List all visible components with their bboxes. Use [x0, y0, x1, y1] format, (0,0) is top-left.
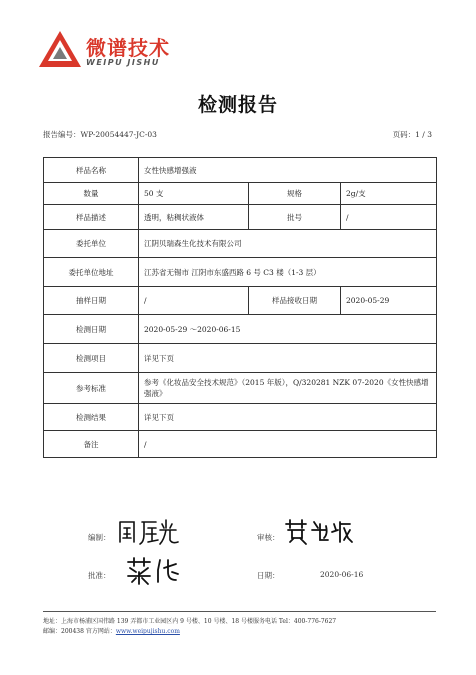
- table-row: [44, 258, 437, 287]
- remarks-value: /: [139, 431, 437, 458]
- table-row: [44, 287, 437, 315]
- table-row: [44, 404, 437, 431]
- table-row: [44, 344, 437, 373]
- description-value: 透明，粘稠状液体: [139, 205, 249, 230]
- date-label: 日期：: [257, 571, 280, 580]
- client-address-value: 江苏省无锡市 江阴市东盛西路 6 号 C3 楼（1-3 层）: [139, 258, 437, 287]
- result-value: 详见下页: [139, 404, 437, 431]
- spec-value: 2g/支: [341, 183, 437, 205]
- table-row: [44, 205, 437, 230]
- table-row: [44, 230, 437, 258]
- table-row: [44, 183, 437, 205]
- footer-website-label: 官方网站：: [85, 628, 116, 635]
- client-address-label: 委托单位地址: [44, 258, 139, 287]
- reference-label: 参考标准: [44, 373, 139, 404]
- sampling-date-label: 抽样日期: [44, 287, 139, 315]
- batch-label: 批号: [249, 205, 341, 230]
- result-label: 检测结果: [44, 404, 139, 431]
- received-date-label: 样品接收日期: [249, 287, 341, 315]
- client-value: 江阴贝瑞森生化技术有限公司: [139, 230, 437, 258]
- table-row: [44, 373, 437, 404]
- company-logo: [38, 28, 188, 70]
- remarks-label: 备注: [44, 431, 139, 458]
- date-value: 2020-06-16: [320, 570, 364, 579]
- batch-value: /: [341, 205, 437, 230]
- client-label: 委托单位: [44, 230, 139, 258]
- footer-postcode: 邮编：200438: [43, 628, 84, 635]
- quantity-value: 50 支: [139, 183, 249, 205]
- footer-divider: [43, 611, 436, 612]
- test-items-value: 详见下页: [139, 344, 437, 373]
- table-row: [44, 431, 437, 458]
- report-number: 报告编号：WP-20054447-JC-03: [43, 130, 157, 139]
- quantity-label: 数量: [44, 183, 139, 205]
- page-number: 页码：1 / 3: [392, 130, 432, 139]
- table-row: [44, 315, 437, 344]
- approved-by-label: 批准：: [88, 571, 111, 580]
- report-table: [43, 157, 437, 458]
- sample-name-label: 样品名称: [44, 158, 139, 183]
- table-row: [44, 158, 437, 183]
- reviewer-signature: [282, 516, 354, 546]
- footer-website-link[interactable]: www.weipujishu.com: [115, 628, 180, 635]
- reviewed-by-label: 审核：: [257, 533, 280, 542]
- test-date-label: 检测日期: [44, 315, 139, 344]
- report-title: 检测报告: [197, 94, 278, 116]
- logo-name-en: WEIPU JISHU: [86, 58, 160, 67]
- logo-name-cn: 微谱技术: [86, 36, 170, 60]
- footer-address: 地址：上海市杨浦区国伟路 139 弄都市工业园区内 9 号楼、10 号楼、18 号楼服务电话 Tel：400-776-7627: [43, 618, 337, 625]
- spec-label: 规格: [249, 183, 341, 205]
- footer-contact: [43, 626, 180, 635]
- sampling-date-value: /: [139, 287, 249, 315]
- test-items-label: 检测项目: [44, 344, 139, 373]
- compiler-signature: [116, 516, 182, 546]
- description-label: 样品描述: [44, 205, 139, 230]
- received-date-value: 2020-05-29: [341, 287, 437, 315]
- logo-mark-icon: [38, 30, 82, 68]
- approver-signature: [124, 554, 182, 586]
- test-date-value: 2020-05-29 ～2020-06-15: [139, 315, 437, 344]
- compiled-by-label: 编制：: [88, 533, 111, 542]
- sample-name-value: 女性快感增强液: [139, 158, 437, 183]
- reference-value: 参考《化妆品安全技术规范》（2015 年版），Q/320281 NZK 07-2020《女性快感增强液》: [139, 373, 437, 404]
